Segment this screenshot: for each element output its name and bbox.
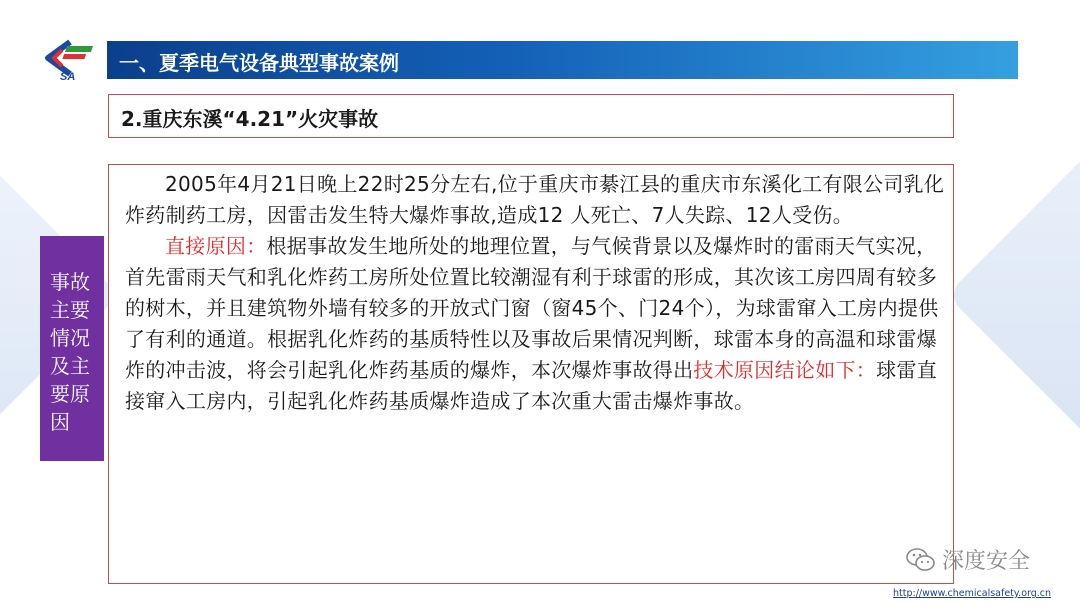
section-title: 一、夏季电气设备典型事故案例 — [119, 51, 399, 75]
conclusion-text: 球雷直接窜入工房内，引起乳化炸药基质爆炸造成了本次重大雷击爆炸事故。 — [125, 358, 938, 413]
wechat-icon — [906, 547, 936, 573]
direct-cause-text: 根据事故发生地所处的地理位置，与气候背景以及爆炸时的雷雨天气实况，首先雷雨天气和乳化炸药工房所处位置比较潮湿有利于球雷的形成，其次该工房四周有较多的树木，并且建筑物外墙有较多的开放式门窗（窗45个、门24个），为球雷窜入工房内提供了有利的通道。根据乳化炸药的基质特性以及事故后果情况判断，球雷本身的高温和球雷爆炸的冲击波，将会引起乳化炸药基质的爆炸，本次爆炸事故得出 — [125, 234, 939, 382]
case-content-box — [108, 164, 954, 584]
csa-logo-icon — [40, 38, 102, 82]
background-diamond-right — [947, 147, 1080, 444]
side-label-text: 事故主要情况及主要原因 — [50, 270, 90, 434]
conclusion-label: 技术原因结论如下： — [693, 358, 877, 382]
case-summary-paragraph: 2005年4月21日晚上22时25分左右,位于重庆市綦江县的重庆市东溪化工有限公司乳化炸药制药工房，因雷击发生特大爆炸事故,造成12 人死亡、7人失踪、12人受伤。 — [125, 172, 945, 227]
case-title-box — [108, 94, 954, 138]
case-title: 2.重庆东溪“4.21”火灾事故 — [121, 107, 379, 131]
side-label-box — [40, 236, 104, 461]
logo-text: SA — [60, 71, 76, 82]
watermark — [906, 544, 1030, 575]
watermark-text: 深度安全 — [942, 549, 1031, 574]
section-header — [107, 41, 1018, 79]
footer-url-link[interactable]: http://www.chemicalsafety.org.cn — [893, 588, 1052, 599]
direct-cause-label: 直接原因： — [165, 234, 267, 258]
direct-cause-paragraph — [125, 231, 945, 417]
